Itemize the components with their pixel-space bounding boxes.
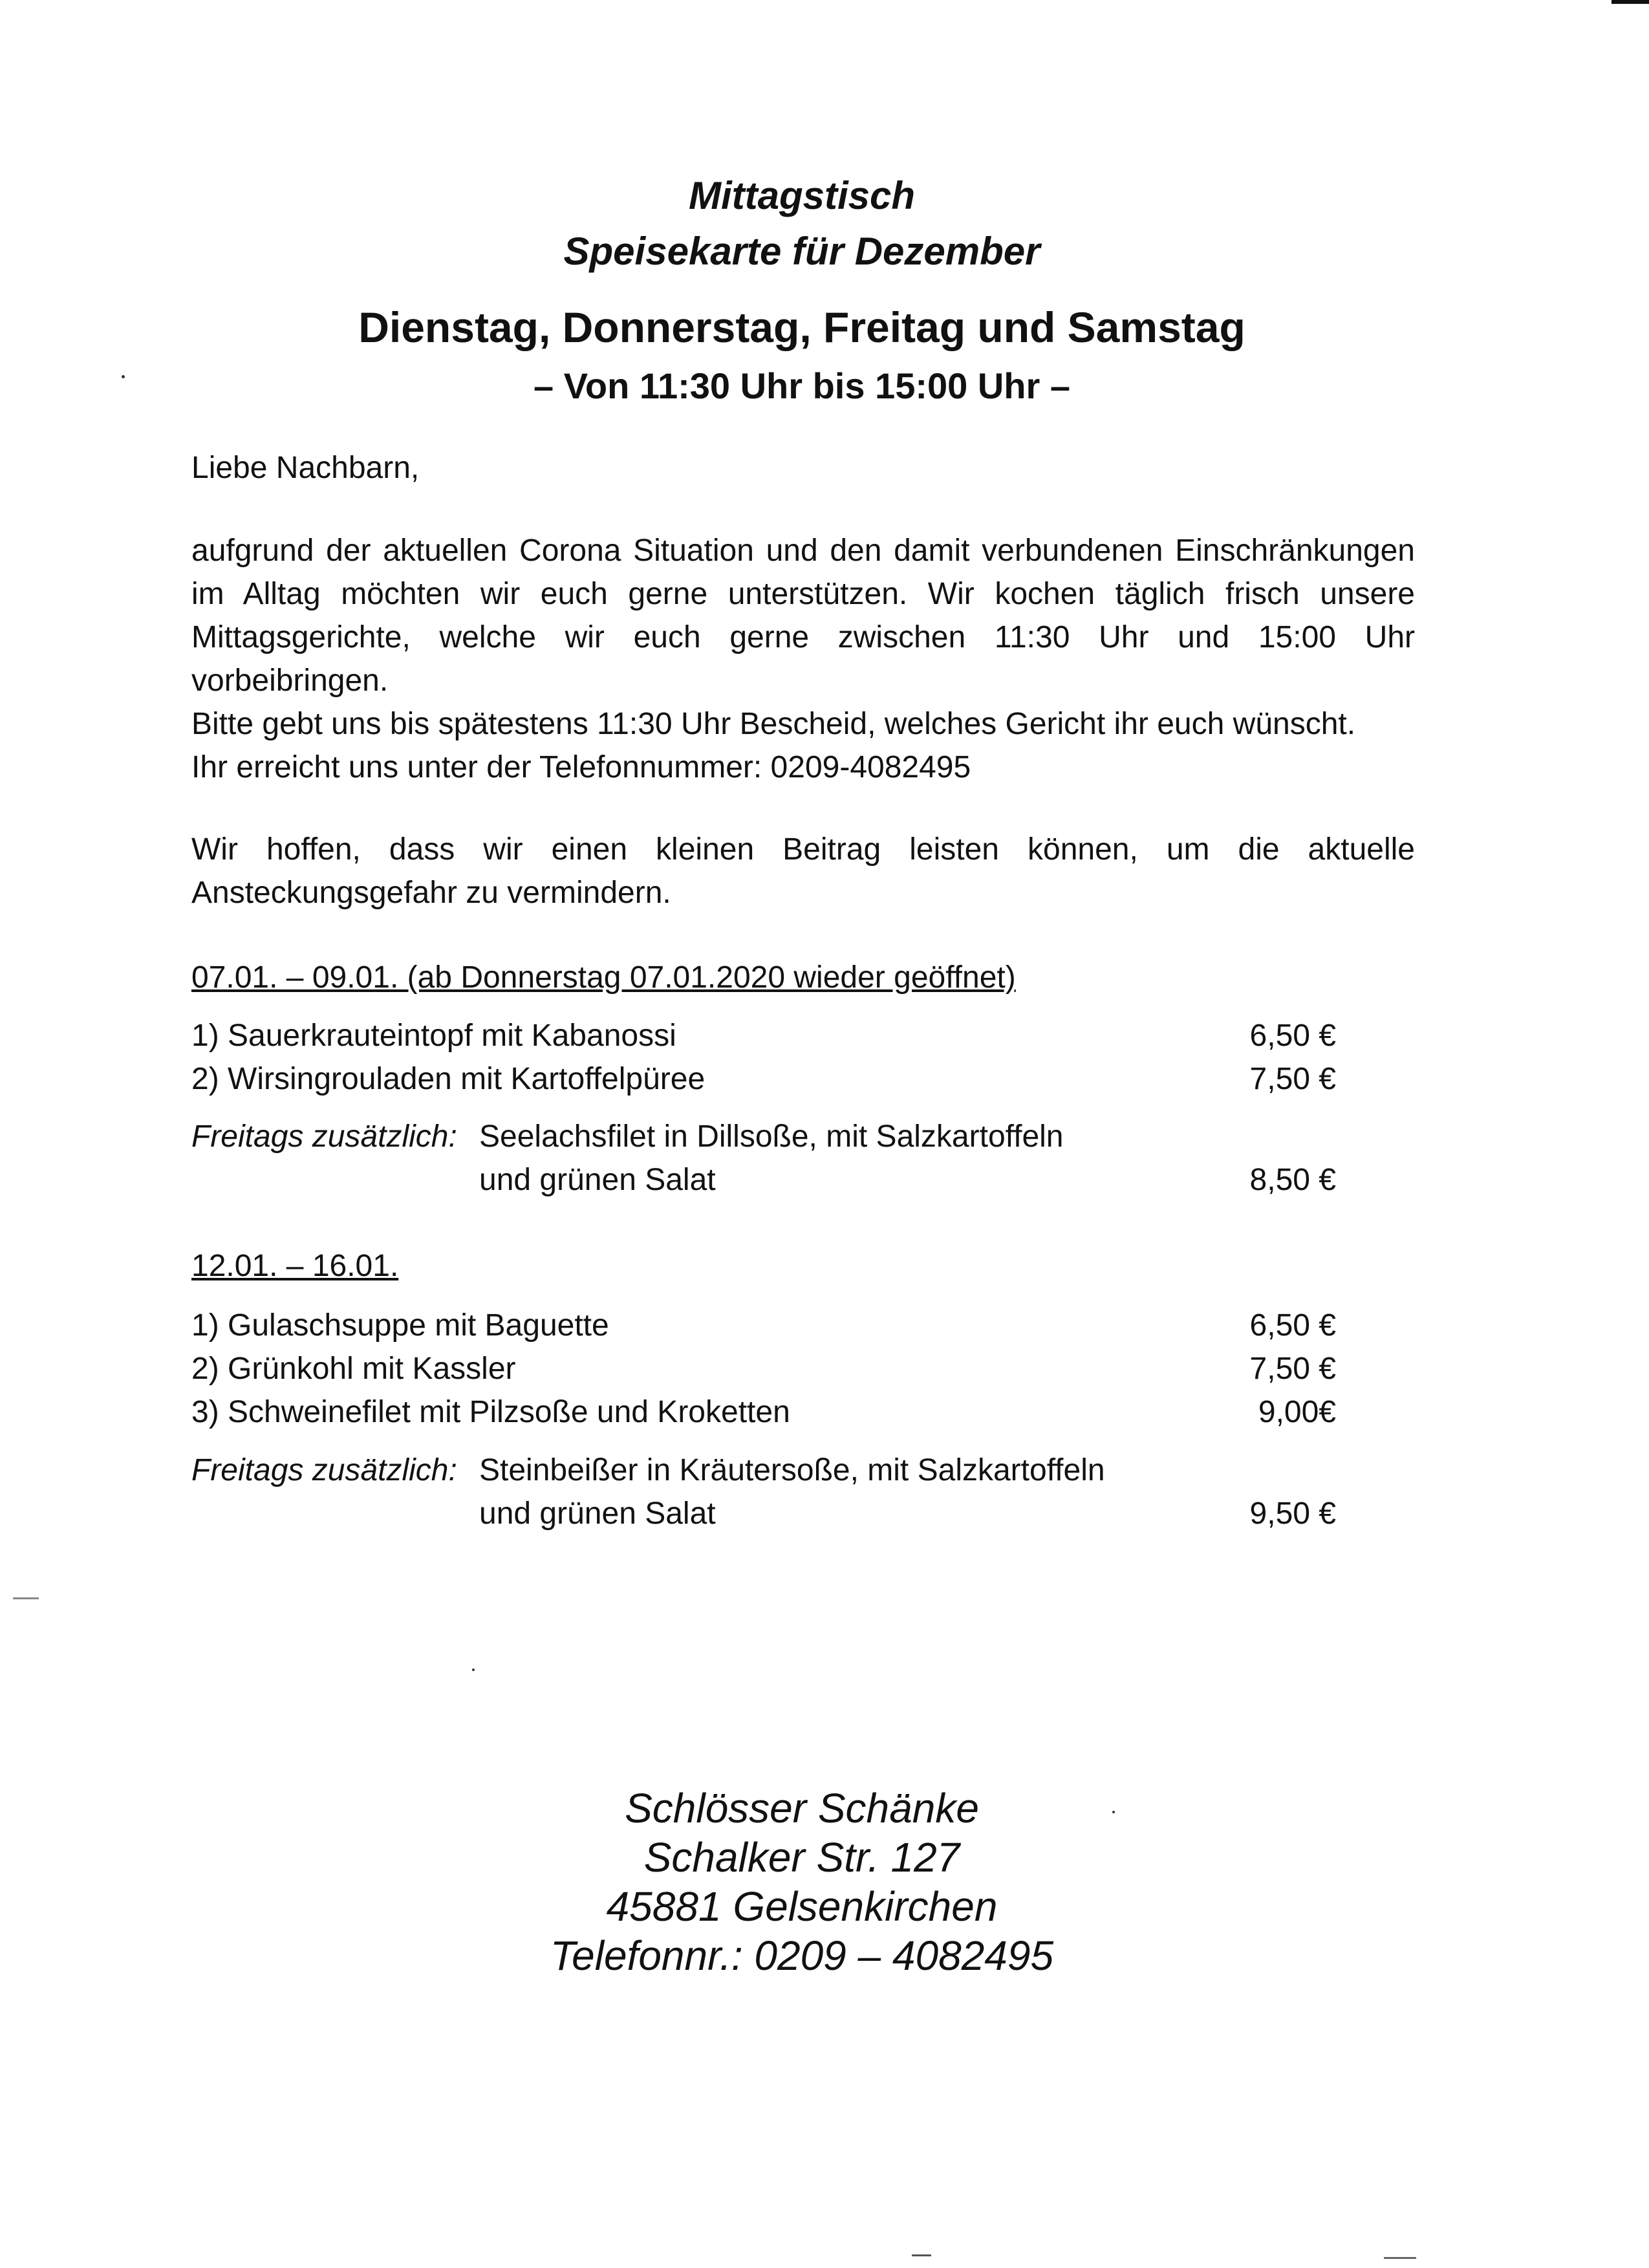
dish-name: 1) Sauerkrauteintopf mit Kabanossi <box>191 1019 676 1053</box>
opening-hours: – Von 11:30 Uhr bis 15:00 Uhr – <box>534 365 1070 406</box>
dish-price: 6,50 € <box>1249 1019 1336 1053</box>
dish-price: 7,50 € <box>1249 1062 1336 1096</box>
restaurant-phone: Telefonnr.: 0209 – 4082495 <box>550 1932 1054 1979</box>
friday-extra-price: 8,50 € <box>1249 1163 1336 1197</box>
scan-speck <box>472 1669 475 1671</box>
dish-name: 3) Schweinefilet mit Pilzsoße und Kroketten <box>191 1395 790 1429</box>
scan-speck <box>1112 1811 1115 1813</box>
restaurant-address <box>0 1784 1604 1980</box>
week1-heading: 07.01. – 09.01. (ab Donnerstag 07.01.2020 wieder geöffnet) <box>191 960 1016 995</box>
restaurant-city: 45881 Gelsenkirchen <box>606 1883 998 1930</box>
intro-paragraph: aufgrund der aktuellen Corona Situation und den damit verbundenen Einschränkungen im Alltag möchten wir euch gerne unterstützen. Wir kochen täglich frisch unsere Mittagsgerichte, welche wir euch gerne zwischen 11:30 Uhr und 15:00 Uhr vorbeibringen. <box>191 534 1415 698</box>
dish-price: 9,00€ <box>1258 1395 1336 1429</box>
dish-price: 6,50 € <box>1249 1308 1336 1343</box>
order-deadline-text: Bitte gebt uns bis spätestens 11:30 Uhr Bescheid, welches Gericht ihr euch wünscht. <box>191 707 1356 741</box>
dish-price: 7,50 € <box>1249 1352 1336 1386</box>
friday-extra-dish: Steinbeißer in Kräutersoße, mit Salzkartoffeln <box>479 1453 1105 1487</box>
dish-name: 1) Gulaschsuppe mit Baguette <box>191 1308 609 1343</box>
scan-dash <box>1384 2257 1416 2259</box>
friday-extra-label: Freitags zusätzlich: <box>191 1453 457 1487</box>
scan-dash <box>912 2254 931 2256</box>
friday-extra-dish-cont: und grünen Salat <box>479 1496 716 1531</box>
closing-paragraph: Wir hoffen, dass wir einen kleinen Beitrag leisten können, um die aktuelle Ansteckungsgefahr zu vermindern. <box>191 832 1415 910</box>
phone-info-text: Ihr erreicht uns unter der Telefonnummer: 0209-4082495 <box>191 750 971 784</box>
greeting: Liebe Nachbarn, <box>191 451 420 485</box>
menu-title: Mittagstisch <box>688 174 916 217</box>
menu-subtitle: Speisekarte für Dezember <box>563 230 1040 273</box>
friday-extra-dish-cont: und grünen Salat <box>479 1163 716 1197</box>
friday-extra-price: 9,50 € <box>1249 1496 1336 1531</box>
week2-heading: 12.01. – 16.01. <box>191 1249 399 1283</box>
restaurant-street: Schalker Str. 127 <box>643 1834 960 1881</box>
scan-dash <box>13 1597 39 1599</box>
opening-days: Dienstag, Donnerstag, Freitag und Samstag <box>358 303 1245 351</box>
scan-speck <box>122 375 125 378</box>
restaurant-name: Schlösser Schänke <box>625 1785 979 1831</box>
friday-extra-label: Freitags zusätzlich: <box>191 1119 457 1154</box>
dish-name: 2) Grünkohl mit Kassler <box>191 1352 516 1386</box>
scan-corner-mark <box>1611 0 1649 4</box>
dish-name: 2) Wirsingrouladen mit Kartoffelpüree <box>191 1062 706 1096</box>
order-info <box>191 702 1415 789</box>
friday-extra-dish: Seelachsfilet in Dillsoße, mit Salzkartoffeln <box>479 1119 1064 1154</box>
